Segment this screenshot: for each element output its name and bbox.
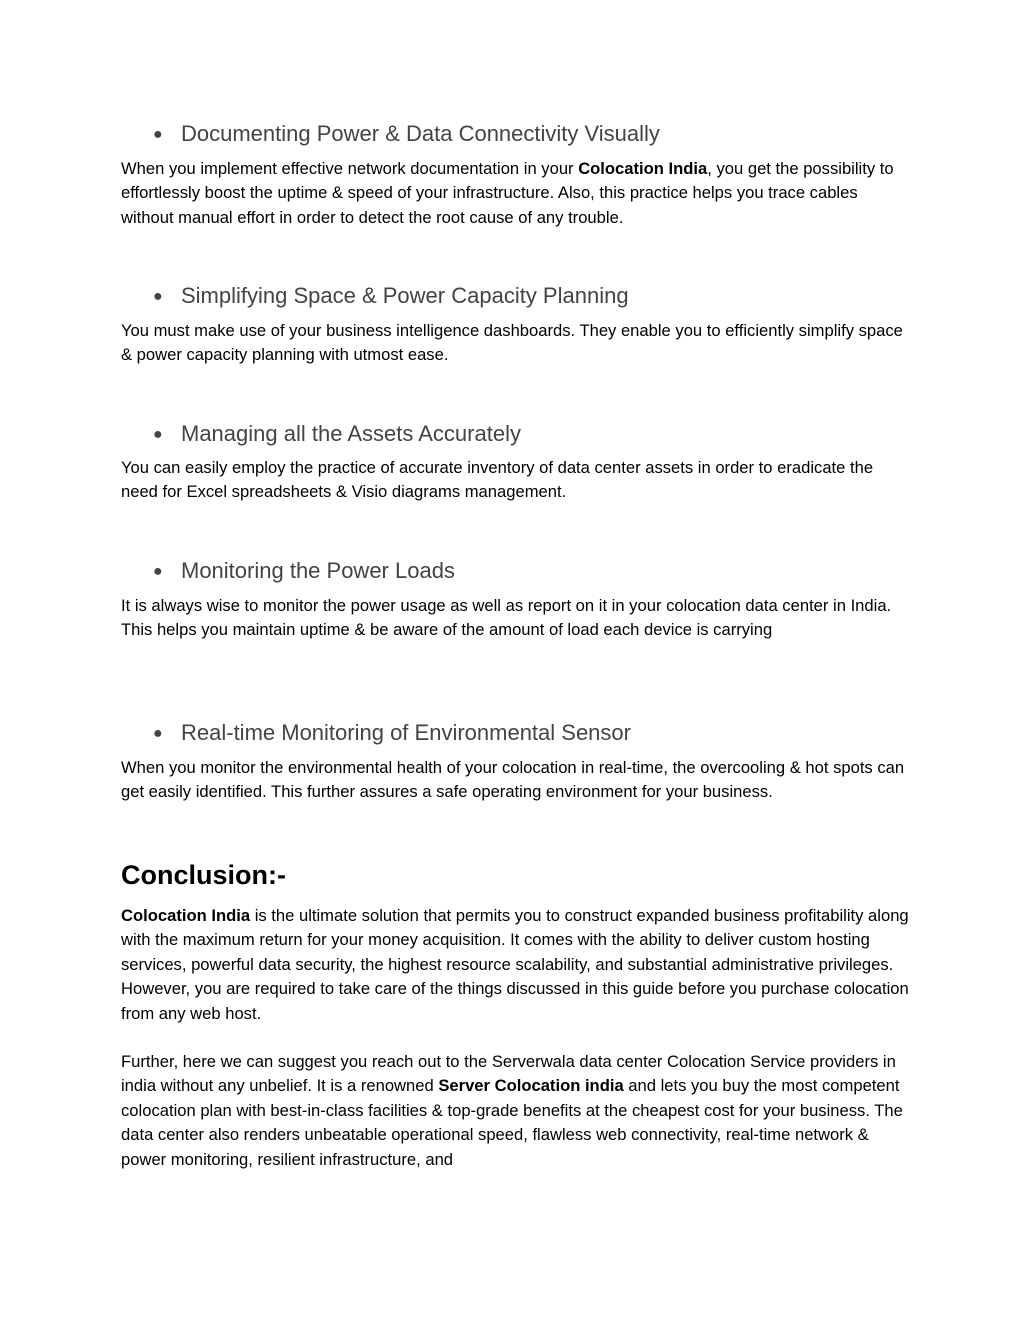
bullet-icon: ● xyxy=(153,563,163,580)
section-paragraph: When you monitor the environmental health of your colocation in real-time, the overcooling & hot spots can get easily identified. This further assures a safe operating environment for your business. xyxy=(121,758,905,802)
paragraph-text: and lets you buy the most competent colocation plan with best-in-class facilities & top-grade benefits at the cheapest cost for your business. The data center also renders unbeatable operational speed, flawless web connectivity, real-time network & power monitoring, resilient infrastructure, and xyxy=(121,1076,903,1169)
section-heading xyxy=(153,282,629,311)
conclusion-paragraph xyxy=(121,904,911,1026)
bold-keyword: Colocation India xyxy=(578,159,708,178)
bullet-icon: ● xyxy=(153,288,163,305)
section-heading xyxy=(153,719,631,748)
bullet-icon: ● xyxy=(153,126,163,143)
section-heading xyxy=(153,420,521,449)
section-heading-text: Simplifying Space & Power Capacity Planning xyxy=(181,283,629,308)
section-paragraph: You can easily employ the practice of accurate inventory of data center assets in order to eradicate the need for Excel spreadsheets & Visio diagrams management. xyxy=(121,458,874,502)
section-heading xyxy=(153,557,455,586)
section-heading-text: Managing all the Assets Accurately xyxy=(181,421,521,446)
section-paragraph xyxy=(121,157,911,230)
section-heading-text: Documenting Power & Data Connectivity Visually xyxy=(181,121,660,146)
section-heading-text: Real-time Monitoring of Environmental Sensor xyxy=(181,720,631,745)
bold-keyword: Colocation India xyxy=(121,906,251,925)
bold-keyword: Server Colocation india xyxy=(438,1076,624,1096)
paragraph-text: , you get the possibility to effortlessly boost the uptime & speed of your infrastructure. Also, this practice helps you trace cables without manual effort in order to detect the root cause of any trouble. xyxy=(121,159,894,227)
bullet-icon: ● xyxy=(153,725,163,742)
bullet-icon: ● xyxy=(153,426,163,443)
paragraph-text: When you implement effective network documentation in your xyxy=(121,159,579,178)
conclusion-title: Conclusion:- xyxy=(121,860,286,890)
paragraph-text: is the ultimate solution that permits you to construct expanded business profitability along with the maximum return for your money acquisition. It comes with the ability to deliver custom hosting services, powerful data security, the highest resource scalability, and substantial administrative privileges. However, you are required to take care of the things discussed in this guide before you purchase colocation from any web host. xyxy=(121,906,909,1023)
section-heading xyxy=(153,120,660,149)
section-paragraph: You must make use of your business intelligence dashboards. They enable you to efficiently simplify space & power capacity planning with utmost ease. xyxy=(121,321,903,365)
section-paragraph: It is always wise to monitor the power usage as well as report on it in your colocation data center in India. This helps you maintain uptime & be aware of the amount of load each device is carrying xyxy=(121,596,892,640)
paragraph-text: Further, here we can suggest you reach out to the Serverwala data center Colocation Service providers in india without any unbelief. It is a renowned xyxy=(121,1052,896,1096)
conclusion-paragraph xyxy=(121,1050,911,1172)
section-heading-text: Monitoring the Power Loads xyxy=(181,558,455,583)
